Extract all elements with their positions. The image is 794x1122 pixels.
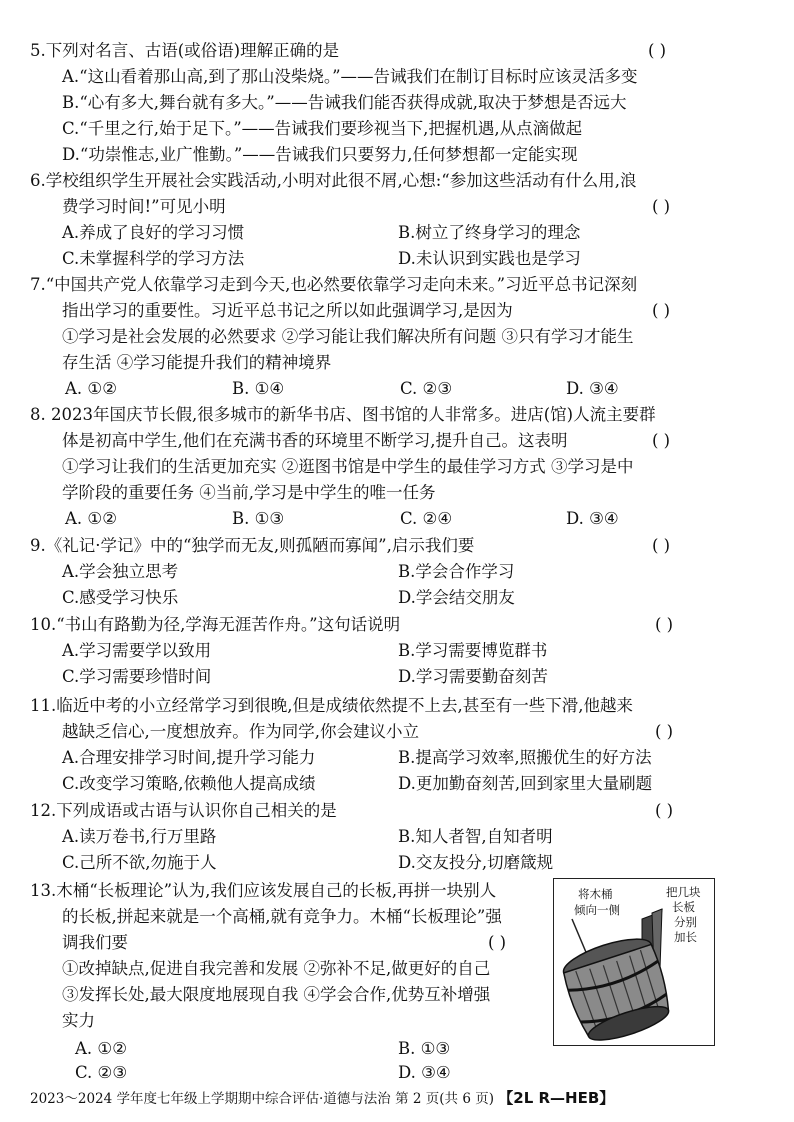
q9-option-a: A.学会独立思考: [62, 562, 179, 581]
q7-stem-line1: 7.“中国共产党人依靠学习走到今天,也必然要依靠学习走向未来。”习近平总书记深刻: [30, 275, 638, 294]
q11-stem-line2: 越缺乏信心,一度想放弃。作为同学,你会建议小立: [62, 722, 419, 741]
figure-label-tilt-2: 倾向一侧: [574, 903, 620, 917]
q6-stem-line2: 费学习时间!”可见小明: [62, 197, 226, 216]
q7-statements-line1: ①学习是社会发展的必然要求 ②学习能让我们解决所有问题 ③只有学习才能生: [62, 327, 634, 346]
q11-option-a: A.合理安排学习时间,提升学习能力: [62, 748, 316, 767]
q8-option-a: A. ①②: [65, 509, 117, 528]
q5-option-d: D.“功崇惟志,业广惟勤。”——告诫我们只要努力,任何梦想都一定能实现: [62, 145, 578, 164]
q8-answer-paren: ( ): [652, 431, 671, 450]
q7-statements-line2: 存生活 ④学习能提升我们的精神境界: [62, 353, 332, 372]
q7-stem-line2: 指出学习的重要性。习近平总书记之所以如此强调学习,是因为: [62, 301, 513, 320]
q13-statements-line2: ③发挥长处,最大限度地展现自我 ④学会合作,优势互补增强: [62, 985, 491, 1004]
q12-option-b: B.知人者智,自知者明: [398, 827, 553, 846]
q13-stem-line1: 13.木桶“长板理论”认为,我们应该发展自己的长板,再拼一块别人: [30, 881, 497, 900]
q10-stem: 10.“书山有路勤为径,学海无涯苦作舟。”这句话说明: [30, 615, 401, 634]
q9-option-c: C.感受学习快乐: [62, 588, 179, 607]
figure-label-lengthen-3: 分别: [674, 915, 697, 929]
q11-option-c: C.改变学习策略,依赖他人提高成绩: [62, 774, 316, 793]
figure-label-lengthen-1: 把几块: [666, 885, 701, 899]
q7-option-d: D. ③④: [566, 379, 619, 398]
q13-option-d: D. ③④: [398, 1063, 451, 1082]
q13-statements-line3: 实力: [62, 1011, 95, 1030]
q9-option-d: D.学会结交朋友: [398, 588, 515, 607]
q6-stem-line1: 6.学校组织学生开展社会实践活动,小明对此很不屑,心想:“参加这些活动有什么用,浪: [30, 171, 637, 190]
q5-stem: 5.下列对名言、古语(或俗语)理解正确的是: [30, 41, 340, 60]
q8-statements-line2: 学阶段的重要任务 ④当前,学习是中学生的唯一任务: [62, 483, 436, 502]
q7-option-c: C. ②③: [400, 379, 453, 398]
q13-option-b: B. ①③: [398, 1039, 451, 1058]
q12-answer-paren: ( ): [655, 801, 674, 820]
q13-answer-paren: ( ): [488, 933, 507, 952]
q5-option-a: A.“这山看着那山高,到了那山没柴烧。”——告诫我们在制订目标时应该灵活多变: [62, 67, 638, 86]
footer-text: 2023～2024 学年度七年级上学期期中综合评估·道德与法治 第 2 页(共 6 页): [30, 1091, 494, 1107]
q7-option-b: B. ①④: [232, 379, 285, 398]
q10-option-c: C.学习需要珍惜时间: [62, 667, 212, 686]
q13-stem-line2: 的长板,拼起来就是一个高桶,就有竞争力。木桶“长板理论”强: [62, 907, 502, 926]
q6-answer-paren: ( ): [652, 197, 671, 216]
q13-option-a: A. ①②: [75, 1039, 127, 1058]
q6-option-b: B.树立了终身学习的理念: [398, 223, 581, 242]
q11-stem-line1: 11.临近中考的小立经常学习到很晚,但是成绩依然提不上去,甚至有一些下滑,他越来: [30, 696, 633, 715]
q11-answer-paren: ( ): [655, 722, 674, 741]
barrel-figure: [553, 878, 715, 1046]
q12-stem: 12.下列成语或古语与认识你自己相关的是: [30, 801, 337, 820]
q7-answer-paren: ( ): [652, 301, 671, 320]
q6-option-d: D.未认识到实践也是学习: [398, 249, 581, 268]
q6-option-a: A.养成了良好的学习习惯: [62, 223, 245, 242]
q10-option-a: A.学习需要学以致用: [62, 641, 212, 660]
q9-stem: 9.《礼记·学记》中的“独学而无友,则孤陋而寡闻”,启示我们要: [30, 536, 475, 555]
q8-stem-line1: 8. 2023年国庆节长假,很多城市的新华书店、图书馆的人非常多。进店(馆)人流主要群: [30, 405, 656, 424]
q9-option-b: B.学会合作学习: [398, 562, 515, 581]
barrel-drawing: [554, 879, 714, 1045]
q12-option-d: D.交友投分,切磨箴规: [398, 853, 554, 872]
q13-option-c: C. ②③: [75, 1063, 128, 1082]
q11-option-d: D.更加勤奋刻苦,回到家里大量刷题: [398, 774, 653, 793]
figure-label-lengthen-4: 加长: [674, 930, 697, 944]
q8-option-b: B. ①③: [232, 509, 285, 528]
figure-label-tilt-1: 将木桶: [578, 887, 613, 901]
footer-code: 【2L R—HEB】: [498, 1089, 615, 1107]
q7-option-a: A. ①②: [65, 379, 117, 398]
q10-option-d: D.学习需要勤奋刻苦: [398, 667, 548, 686]
q10-answer-paren: ( ): [655, 615, 674, 634]
q5-option-c: C.“千里之行,始于足下。”——告诫我们要珍视当下,把握机遇,从点滴做起: [62, 119, 583, 138]
page-footer: [30, 1088, 614, 1109]
q5-answer-paren: ( ): [648, 41, 667, 60]
q13-statements-line1: ①改掉缺点,促进自我完善和发展 ②弥补不足,做更好的自己: [62, 959, 491, 978]
q9-answer-paren: ( ): [652, 536, 671, 555]
q8-statements-line1: ①学习让我们的生活更加充实 ②逛图书馆是中学生的最佳学习方式 ③学习是中: [62, 457, 634, 476]
q13-stem-line3: 调我们要: [62, 933, 128, 952]
q8-option-c: C. ②④: [400, 509, 453, 528]
figure-label-lengthen-2: 长板: [672, 900, 695, 914]
q10-option-b: B.学习需要博览群书: [398, 641, 548, 660]
q6-option-c: C.未掌握科学的学习方法: [62, 249, 245, 268]
q8-stem-line2: 体是初高中学生,他们在充满书香的环境里不断学习,提升自己。这表明: [62, 431, 568, 450]
q12-option-c: C.己所不欲,勿施于人: [62, 853, 217, 872]
q12-option-a: A.读万卷书,行万里路: [62, 827, 217, 846]
q5-option-b: B.“心有多大,舞台就有多大。”——告诫我们能否获得成就,取决于梦想是否远大: [62, 93, 627, 112]
q8-option-d: D. ③④: [566, 509, 619, 528]
q11-option-b: B.提高学习效率,照搬优生的好方法: [398, 748, 652, 767]
